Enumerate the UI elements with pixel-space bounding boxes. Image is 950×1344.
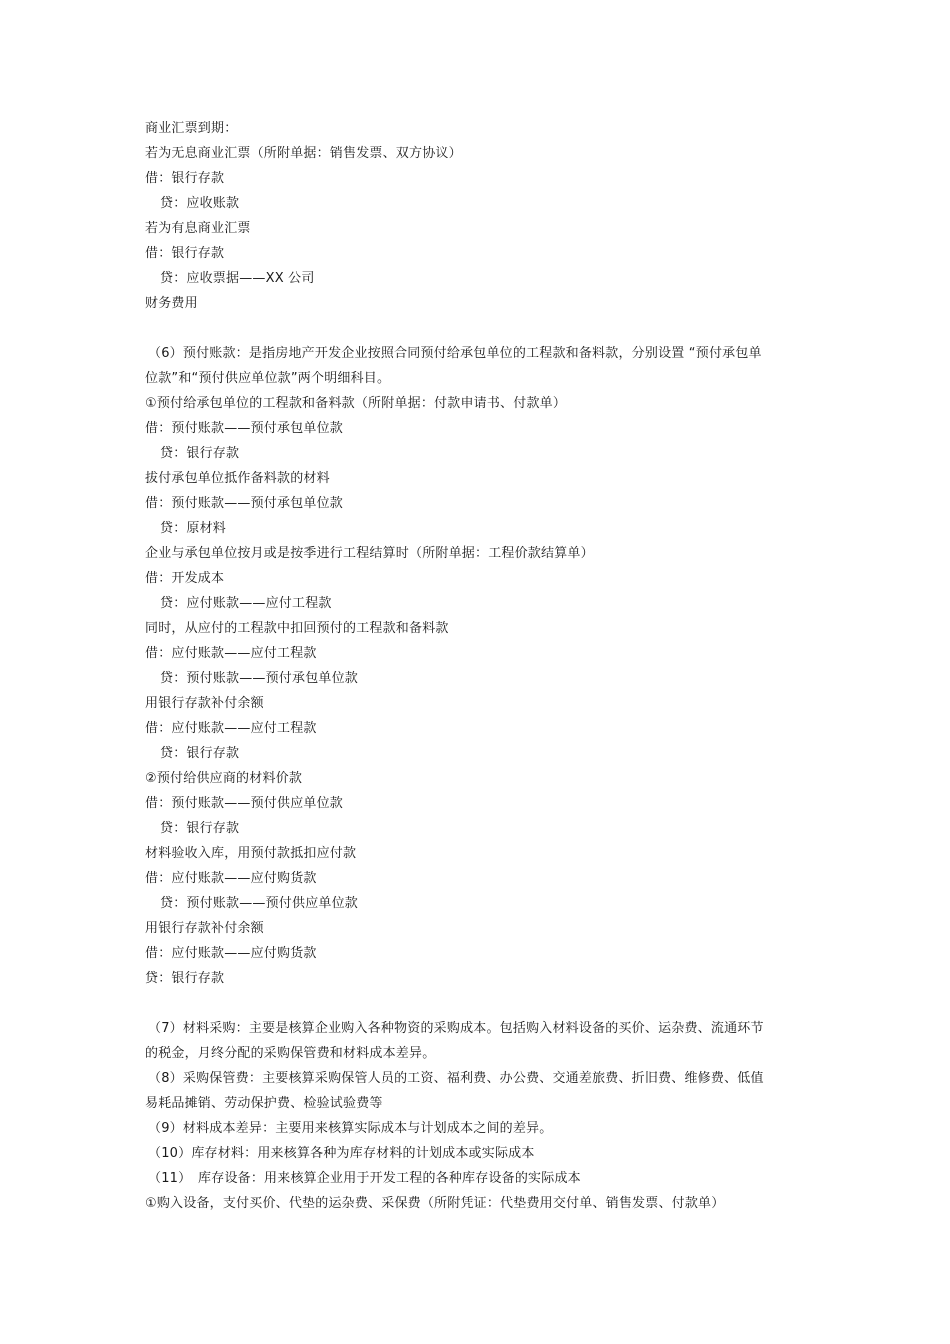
text-line: 贷：预付账款——预付承包单位款 (160, 671, 359, 686)
section-heading: （9）材料成本差异：主要用来核算实际成本与计划成本之间的差异。 (148, 1121, 553, 1136)
text-line: 位款”和“预付供应单位款”两个明细科目。 (145, 371, 391, 386)
section-heading: （6）预付账款：是指房地产开发企业按照合同预付给承包单位的工程款和备料款，分别设置 “预付承包单 (148, 346, 762, 361)
text-line: 贷：银行存款 (160, 446, 240, 461)
text-line: 贷：应收账款 (160, 196, 240, 211)
text-line: 若为有息商业汇票 (145, 221, 251, 236)
text-line: 的税金，月终分配的采购保管费和材料成本差异。 (145, 1046, 436, 1061)
section-heading: （7）材料采购：主要是核算企业购入各种物资的采购成本。包括购入材料设备的买价、运杂费、流通环节 (148, 1021, 764, 1036)
text-line: 用银行存款补付余额 (145, 696, 264, 711)
text-line: 贷：银行存款 (160, 746, 240, 761)
text-line: 借：应付账款——应付工程款 (145, 721, 317, 736)
text-line: 借：应付账款——应付工程款 (145, 646, 317, 661)
text-line: 借：预付账款——预付承包单位款 (145, 421, 344, 436)
text-line: 贷：预付账款——预付供应单位款 (160, 896, 359, 911)
text-line: ①购入设备，支付买价、代垫的运杂费、采保费（所附凭证：代垫费用交付单、销售发票、付款单） (145, 1196, 725, 1211)
text-line: 贷：银行存款 (145, 971, 225, 986)
text-line: 企业与承包单位按月或是按季进行工程结算时（所附单据：工程价款结算单） (145, 546, 594, 561)
text-line: 拔付承包单位抵作备料款的材料 (145, 471, 330, 486)
text-line: 借：开发成本 (145, 571, 225, 586)
text-line: ②预付给供应商的材料价款 (145, 771, 303, 786)
text-line: ①预付给承包单位的工程款和备料款（所附单据：付款申请书、付款单） (145, 396, 567, 411)
section-heading: （10）库存材料：用来核算各种为库存材料的计划成本或实际成本 (148, 1146, 535, 1161)
text-line: 同时，从应付的工程款中扣回预付的工程款和备料款 (145, 621, 449, 636)
text-line: 材料验收入库，用预付款抵扣应付款 (145, 846, 357, 861)
text-line: 贷：原材料 (160, 521, 227, 536)
text-line: 财务费用 (145, 296, 198, 311)
text-line: 借：银行存款 (145, 246, 225, 261)
text-line: 用银行存款补付余额 (145, 921, 264, 936)
text-line: 贷：银行存款 (160, 821, 240, 836)
text-line: 贷：应付账款——应付工程款 (160, 596, 332, 611)
text-line: 商业汇票到期： (145, 121, 238, 136)
text-line: 若为无息商业汇票（所附单据：销售发票、双方协议） (145, 146, 462, 161)
section-heading: （8）采购保管费：主要核算采购保管人员的工资、福利费、办公费、交通差旅费、折旧费、维修费、低值 (148, 1071, 764, 1086)
text-line: 借：银行存款 (145, 171, 225, 186)
section-heading: （11） 库存设备：用来核算企业用于开发工程的各种库存设备的实际成本 (148, 1171, 581, 1186)
text-line: 借：预付账款——预付供应单位款 (145, 796, 344, 811)
text-line: 借：应付账款——应付购货款 (145, 871, 317, 886)
text-line: 借：预付账款——预付承包单位款 (145, 496, 344, 511)
text-line: 借：应付账款——应付购货款 (145, 946, 317, 961)
text-line: 贷：应收票据——XX 公司 (160, 271, 315, 286)
text-line: 易耗品摊销、劳动保护费、检验试验费等 (145, 1096, 383, 1111)
